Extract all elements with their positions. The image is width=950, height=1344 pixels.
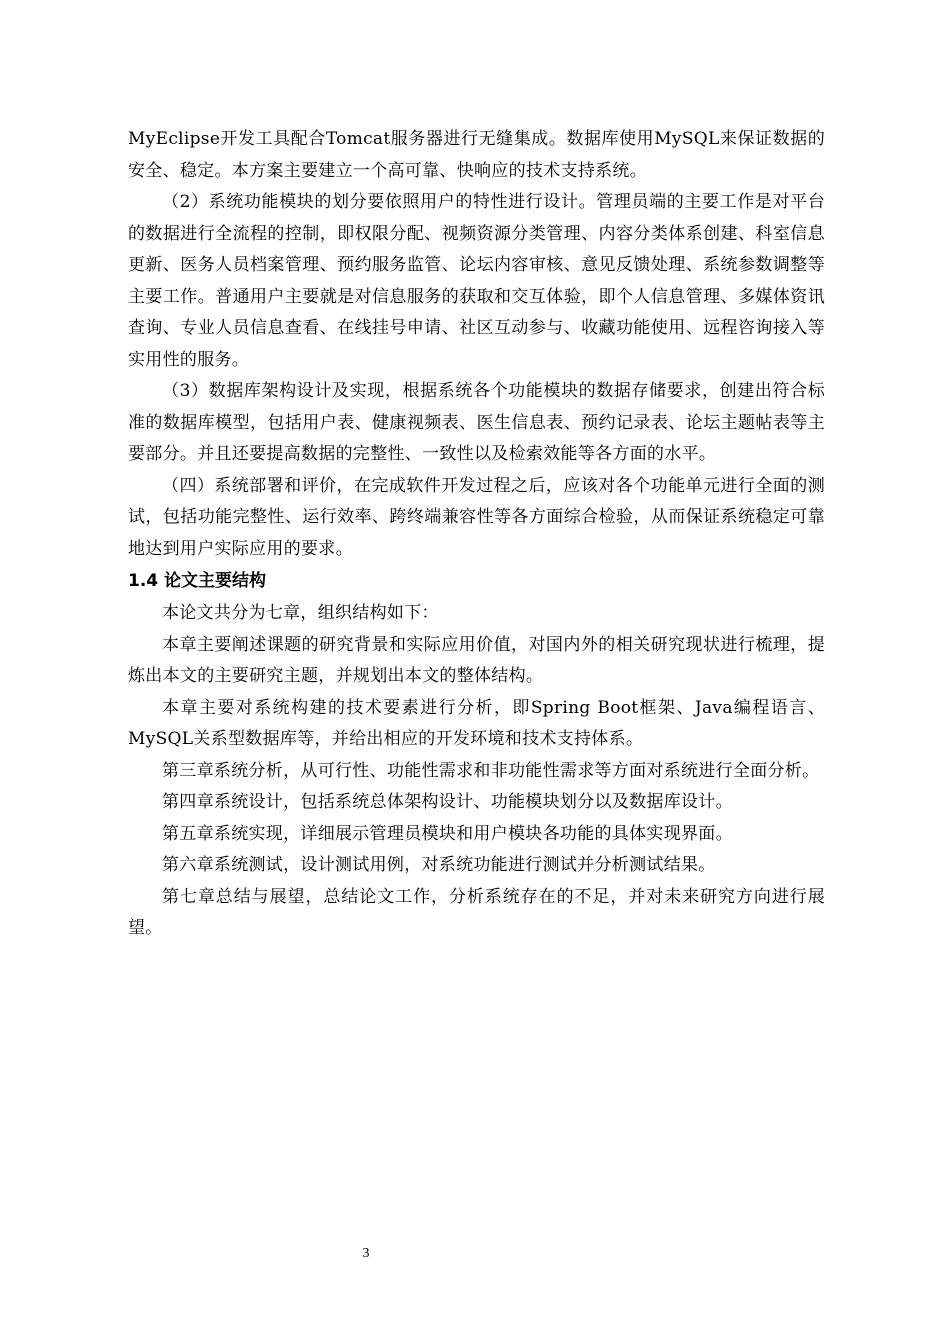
section-heading: 1.4 论文主要结构	[128, 571, 267, 591]
paragraph-continuation: MyEclipse开发工具配合Tomcat服务器进行无缝集成。数据库使用MySQL来保证数据的安全、稳定。本方案主要建立一个高可靠、快响应的技术支持系统。	[128, 129, 825, 181]
paragraph-chapter-4: 第四章系统设计，包括系统总体架构设计、功能模块划分以及数据库设计。	[162, 792, 733, 812]
paragraph-chapter-3: 第三章系统分析，从可行性、功能性需求和非功能性需求等方面对系统进行全面分析。	[162, 760, 820, 781]
document-body	[128, 124, 825, 945]
paragraph-intro: 本论文共分为七章，组织结构如下：	[162, 603, 439, 623]
paragraph-item-4: （四）系统部署和评价，在完成软件开发过程之后，应该对各个功能单元进行全面的测试，包括功能完整性、运行效率、跨终端兼容性等各方面综合检验，从而保证系统稳定可靠地达到用户实际应用的要求。	[128, 475, 825, 559]
paragraph-chapter-7: 第七章总结与展望，总结论文工作，分析系统存在的不足，并对未来研究方向进行展望。	[128, 886, 825, 938]
paragraph-chapter-2: 本章主要对系统构建的技术要素进行分析，即Spring Boot框架、Java编程语言、MySQL关系型数据库等，并给出相应的开发环境和技术支持体系。	[128, 697, 825, 749]
paragraph-chapter-5: 第五章系统实现，详细展示管理员模块和用户模块各功能的具体实现界面。	[162, 823, 733, 844]
page-number: 3	[362, 1246, 370, 1261]
paragraph-chapter-6: 第六章系统测试，设计测试用例，对系统功能进行测试并分析测试结果。	[162, 855, 716, 875]
paragraph-chapter-1: 本章主要阐述课题的研究背景和实际应用价值，对国内外的相关研究现状进行梳理，提炼出本文的主要研究主题，并规划出本文的整体结构。	[128, 634, 825, 686]
paragraph-item-3: （3）数据库架构设计及实现，根据系统各个功能模块的数据存储要求，创建出符合标准的数据库模型，包括用户表、健康视频表、医生信息表、预约记录表、论坛主题帖表等主要部分。并且还要提高数据的完整性、一致性以及检索效能等各方面的水平。	[128, 381, 825, 464]
paragraph-item-2: （2）系统功能模块的划分要依照用户的特性进行设计。管理员端的主要工作是对平台的数据进行全流程的控制，即权限分配、视频资源分类管理、内容分类体系创建、科室信息更新、医务人员档案管理、预约服务监管、论坛内容审核、意见反馈处理、系统参数调整等主要工作。普通用户主要就是对信息服务的获取和交互体验，即个人信息管理、多媒体资讯查询、专业人员信息查看、在线挂号申请、社区互动参与、收藏功能使用、远程咨询接入等实用性的服务。	[128, 192, 825, 370]
